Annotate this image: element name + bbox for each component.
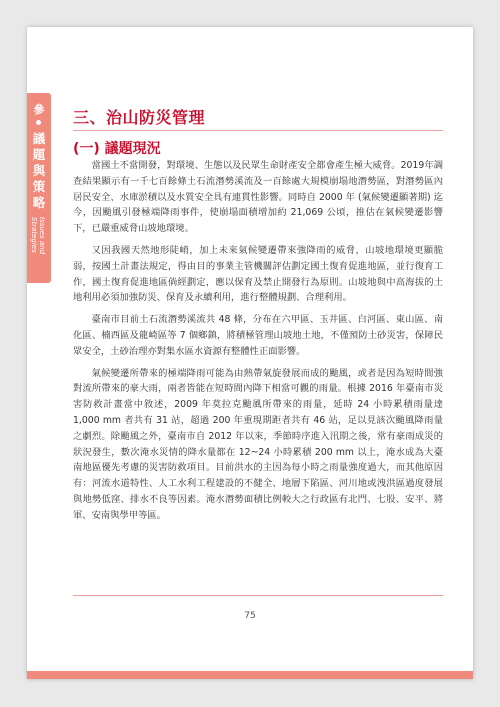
paragraph-4: 氣候變遷所帶來的極端降雨可能為由熱帶氣旋發展而成的颱風，或者是因為短時間強對流所帶來的豪大雨，兩者皆能在短時間內降下相當可觀的雨量。根據 2016 年臺南市災害防救計畫當中敘述，2009 年莫拉克颱風所帶來的雨量，延時 24 小時累積雨量達 1,000 mm 者共有 31 站，超過 200 年重現期距者共有 46 站，足以見該次颱風降雨量之劇烈。除颱風之外，臺南市自 2012 年以來，季節時序進入汛期之後，常有豪雨成災的狀況發生，數次淹水災情的降水量都在 12~24 小時累積 200 mm 以上，淹水成為大臺南地區優先考慮的災害防救項目。目前洪水的主因為每小時之雨量強度過大，而其他原因有：河流水道特性、人工水利工程建設的不健全、地層下陷區、河川地或洩洪區過度發展與地勢低窪、排水不良等因素。淹水潛勢面積比例較大之行政區有北門、七股、安平、將軍、安南與學甲等區。 <box>73 367 443 521</box>
footer-band <box>27 671 473 679</box>
section-divider <box>73 130 443 131</box>
paragraph-1: 當國土不當開發，對環境、生態以及民眾生命財產安全都會產生極大威脅。2019年調查結果顯示有一千七百餘條土石流潛勢溪流及一百餘處大規模崩塌地潛勢區，對潛勢區內居民安全、水庫淤積以及水質安全具有連貫性影響。同時自 2000 年 (氣候變遷顯著期) 迄今，因颱風引發極端降雨事件，使崩塌面積增加約 21,069 公頃，推估在氣候變遷影響下，已嚴重威脅山坡地環境。 <box>73 160 443 235</box>
paragraph-2: 又因我國天然地形陡峭，加上未來氣候變遷帶來強降雨的威脅，山坡地環境更顯脆弱，按國土計畫法規定，得由目的事業主管機關評估劃定國土復育促進地區，並行復育工作，國土復育促進地區倘經劃定，應以保育及禁止開發行為原則。山坡地與中高海拔的土地利用必須加強防災、保育及永續利用，進行整體規劃、合理利用。 <box>73 244 443 304</box>
paragraph-3: 臺南市目前土石流潛勢溪流共 48 條，分布在六甲區、玉井區、白河區、東山區、南化區、楠西區及龍崎區等 7 個鄉鎮，將積極管理山坡地土地，不僅預防土砂災害，保障民眾安全，土砂治理亦對集水區水資源有整體性正面影響。 <box>73 314 443 357</box>
chapter-subtitle-line1: Issues and <box>38 217 46 255</box>
document-page <box>27 27 473 679</box>
section-title: 三、治山防災管理 <box>73 108 206 127</box>
body-text <box>73 158 443 530</box>
footer-divider <box>73 595 443 596</box>
chapter-subtitle <box>30 217 46 254</box>
chapter-title: 議題與策略 <box>32 131 46 210</box>
chapter-number: 參 <box>33 103 45 116</box>
subsection-title: (一) 議題現況 <box>73 141 161 157</box>
page-number: 75 <box>244 611 256 621</box>
chapter-subtitle-line2: Strategies <box>30 217 38 253</box>
chapter-side-tab <box>27 93 51 283</box>
chapter-dot <box>36 120 41 125</box>
